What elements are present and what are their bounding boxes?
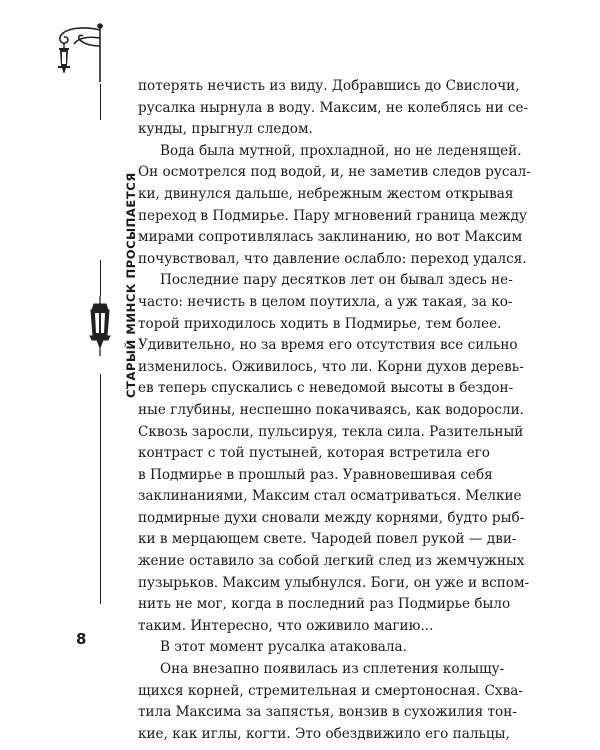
text-line: русалка нырнула в воду. Максим, не колеблясь ни се- bbox=[138, 99, 529, 116]
lantern-bracket-icon bbox=[54, 22, 116, 84]
side-rail bbox=[52, 22, 138, 662]
text-line: изменилось. Оживилось, что ли. Корни духов деревь- bbox=[138, 358, 524, 375]
rail-line-bottom bbox=[100, 374, 101, 604]
text-line: контраст с той пустыней, которая встретила его bbox=[138, 445, 490, 462]
street-lamp-icon bbox=[88, 296, 114, 370]
text-line: щихся корней, стремительная и смертоносная. Схва- bbox=[138, 682, 523, 699]
text-line: Удивительно, но за время его отсутствия все сильно bbox=[138, 337, 518, 354]
text-line: таким. Интересно, что оживило магию... bbox=[138, 617, 434, 634]
paragraph bbox=[138, 637, 490, 659]
text-line: Вода была мутной, прохладной, но не леденящей. bbox=[160, 142, 522, 159]
text-line: заклинаниями, Максим стал осматриваться. Мелкие bbox=[138, 488, 522, 505]
text-line: Он осмотрелся под водой, и, не заметив следов русал- bbox=[138, 164, 531, 181]
text-line: ки, двинулся дальше, небрежным жестом открывая bbox=[138, 185, 514, 202]
rail-line-middle bbox=[100, 260, 101, 296]
text-line: Последние пару десятков лет он бывал здесь не- bbox=[160, 272, 513, 289]
text-line: жение оставило за собой легкий след из жемчужных bbox=[138, 553, 525, 570]
text-line: торой приходилось ходить в Подмирье, тем более. bbox=[138, 315, 502, 332]
text-line: нить не мог, когда в последний раз Подмирье было bbox=[138, 596, 511, 613]
text-line: ки в мерцающем свете. Чародей повел рукой — дви- bbox=[138, 531, 517, 548]
text-line: тила Максима за запястья, вонзив в сухожилия тон- bbox=[138, 704, 517, 721]
text-line: почувствовал, что давление ослабло: переход удался. bbox=[138, 250, 527, 267]
page-number: 8 bbox=[76, 630, 87, 648]
text-line: Она внезапно появилась из сплетения колыщу- bbox=[160, 661, 505, 678]
text-line: мирами сопротивлялась заклинанию, но вот Максим bbox=[138, 229, 523, 246]
paragraph bbox=[138, 141, 531, 271]
paragraph bbox=[138, 270, 530, 637]
text-line: часто: нечисть в целом поутихла, а уж такая, за ко- bbox=[138, 293, 513, 310]
body-text bbox=[138, 76, 531, 745]
text-line: кие, как иглы, когти. Это обездвижило его пальцы, bbox=[138, 725, 510, 742]
text-line: Сквозь заросли, пульсируя, текла сила. Разительный bbox=[138, 423, 524, 440]
text-line: ные глубины, неспешно покачиваясь, как водоросли. bbox=[138, 401, 525, 418]
paragraph bbox=[138, 659, 523, 745]
text-line: потерять нечисть из виду. Добравшись до Свислочи, bbox=[138, 78, 520, 94]
paragraph bbox=[138, 76, 529, 141]
rail-line-top bbox=[100, 84, 101, 120]
text-line: пузырьков. Максим улыбнулся. Боги, он уже и вспом- bbox=[138, 574, 530, 591]
text-line: в Подмирье в прошлый раз. Уравновешивая себя bbox=[138, 466, 493, 483]
text-line: подмирные духи сновали между корнями, будто рыб- bbox=[138, 509, 525, 526]
text-line: В этот момент русалка атаковала. bbox=[160, 639, 407, 656]
text-line: ев теперь спускались с неведомой высоты в бездон- bbox=[138, 380, 514, 397]
text-line: переход в Подмирье. Пару мгновений граница между bbox=[138, 207, 528, 224]
running-head: СТАРЫЙ МИНСК ПРОСЫПАЕТСЯ bbox=[124, 172, 138, 398]
text-line: кунды, прыгнул следом. bbox=[138, 121, 313, 138]
